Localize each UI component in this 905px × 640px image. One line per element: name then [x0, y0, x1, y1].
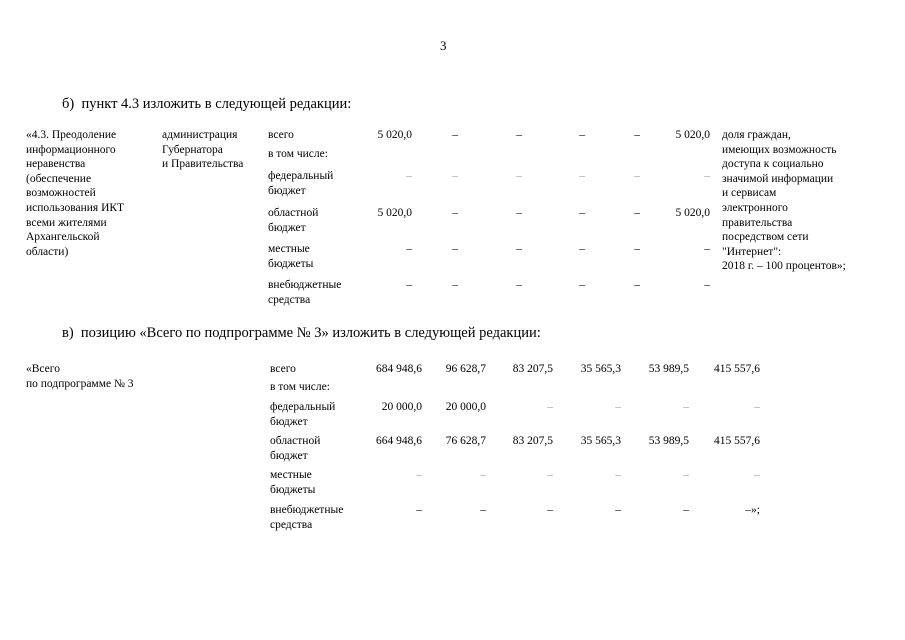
section_b-value-cell: – [406, 279, 412, 291]
section_b-value-cell: – [579, 170, 585, 182]
section_v-value-cell: 664 948,6 [376, 435, 422, 447]
section_v-value-cell: – [615, 469, 621, 481]
section_v-row-label: всего [270, 363, 296, 375]
section_v-value-cell: 415 557,6 [714, 363, 760, 375]
section_b-row-label: федеральный бюджет [268, 170, 334, 197]
section_b-value-cell: 5 020,0 [675, 129, 710, 141]
section_b-row-label: всего [268, 129, 294, 141]
section_v-row-label: внебюджетные средства [270, 504, 344, 531]
section_b-row-label: местные бюджеты [268, 243, 314, 270]
section_v-value-cell: – [615, 504, 621, 516]
section_v-row-label: федеральный бюджет [270, 401, 336, 428]
section_b-value-cell: – [452, 279, 458, 291]
section_v-row-label: областной бюджет [270, 435, 321, 462]
section_b-value-cell: – [704, 243, 710, 255]
section_b-value-cell: 5 020,0 [377, 207, 412, 219]
section_v-value-cell: – [754, 469, 760, 481]
section-b-executor: администрация Губернатора и Правительства [162, 129, 244, 171]
section_b-value-cell: – [579, 207, 585, 219]
section_v-value-cell: – [480, 469, 486, 481]
section_b-value-cell: – [516, 243, 522, 255]
section-b-heading: б) пункт 4.3 изложить в следующей редакции: [62, 96, 352, 112]
section_b-value-cell: – [516, 170, 522, 182]
section_b-value-cell: – [452, 129, 458, 141]
section_b-value-cell: – [704, 279, 710, 291]
section_b-row-label: областной бюджет [268, 207, 319, 234]
section_b-value-cell: – [634, 170, 640, 182]
section_v-value-cell: – [480, 504, 486, 516]
section_v-value-cell: – [547, 469, 553, 481]
section_v-value-cell: – [416, 504, 422, 516]
section_b-value-cell: – [634, 279, 640, 291]
section_b-value-cell: – [634, 243, 640, 255]
section_b-value-cell: – [406, 243, 412, 255]
section_b-row-label: в том числе: [268, 148, 328, 160]
section_v-value-cell: 76 628,7 [445, 435, 486, 447]
section_v-value-cell: 83 207,5 [512, 435, 553, 447]
section_v-value-cell: 20 000,0 [381, 401, 422, 413]
section_v-value-cell: – [615, 401, 621, 413]
section_b-value-cell: – [516, 207, 522, 219]
section_b-value-cell: – [452, 243, 458, 255]
section_v-value-cell: 35 565,3 [580, 435, 621, 447]
section_v-value-cell: – [416, 469, 422, 481]
section_b-row-label: внебюджетные средства [268, 279, 342, 306]
page-number: 3 [440, 38, 447, 53]
section_b-value-cell: – [406, 170, 412, 182]
section_b-value-cell: 5 020,0 [377, 129, 412, 141]
section_b-value-cell: – [634, 207, 640, 219]
section_v-value-cell: 684 948,6 [376, 363, 422, 375]
section_b-value-cell: – [579, 243, 585, 255]
section_v-value-cell: – [547, 401, 553, 413]
section_b-value-cell: 5 020,0 [675, 207, 710, 219]
section-b-activity: «4.3. Преодоление информационного неравенства (обеспечение возможностей использования ИКТ всеми жителями Архангельской области) [26, 129, 125, 258]
section_v-value-cell: 35 565,3 [580, 363, 621, 375]
section_b-value-cell: – [704, 170, 710, 182]
section_b-value-cell: – [516, 129, 522, 141]
section_v-value-cell: 83 207,5 [512, 363, 553, 375]
section_v-row-label: местные бюджеты [270, 469, 316, 496]
section_b-value-cell: – [634, 129, 640, 141]
section_b-value-cell: – [452, 207, 458, 219]
section_v-value-cell: – [683, 401, 689, 413]
section_v-value-cell: – [754, 401, 760, 413]
section_v-value-cell: 415 557,6 [714, 435, 760, 447]
section_v-value-cell: 96 628,7 [445, 363, 486, 375]
section-v-activity: «Всего по подпрограмме № 3 [26, 363, 134, 390]
section_b-value-cell: – [579, 129, 585, 141]
section_v-value-cell: 53 989,5 [648, 363, 689, 375]
section_v-value-cell: – [547, 504, 553, 516]
section_v-value-cell: – [683, 504, 689, 516]
section_v-value-cell: –»; [745, 504, 760, 516]
section_v-value-cell: 20 000,0 [445, 401, 486, 413]
section_b-value-cell: – [579, 279, 585, 291]
section_v-value-cell: 53 989,5 [648, 435, 689, 447]
section_v-row-label: в том числе: [270, 381, 330, 393]
section-v-heading: в) позицию «Всего по подпрограмме № 3» изложить в следующей редакции: [62, 325, 541, 341]
section_b-value-cell: – [452, 170, 458, 182]
section-b-indicator: доля граждан, имеющих возможность доступа к социально значимой информации и сервисам электронного правительства посредством сети "Интернет": 2018 г. – 100 процентов»; [722, 129, 846, 273]
section_b-value-cell: – [516, 279, 522, 291]
section_v-value-cell: – [683, 469, 689, 481]
